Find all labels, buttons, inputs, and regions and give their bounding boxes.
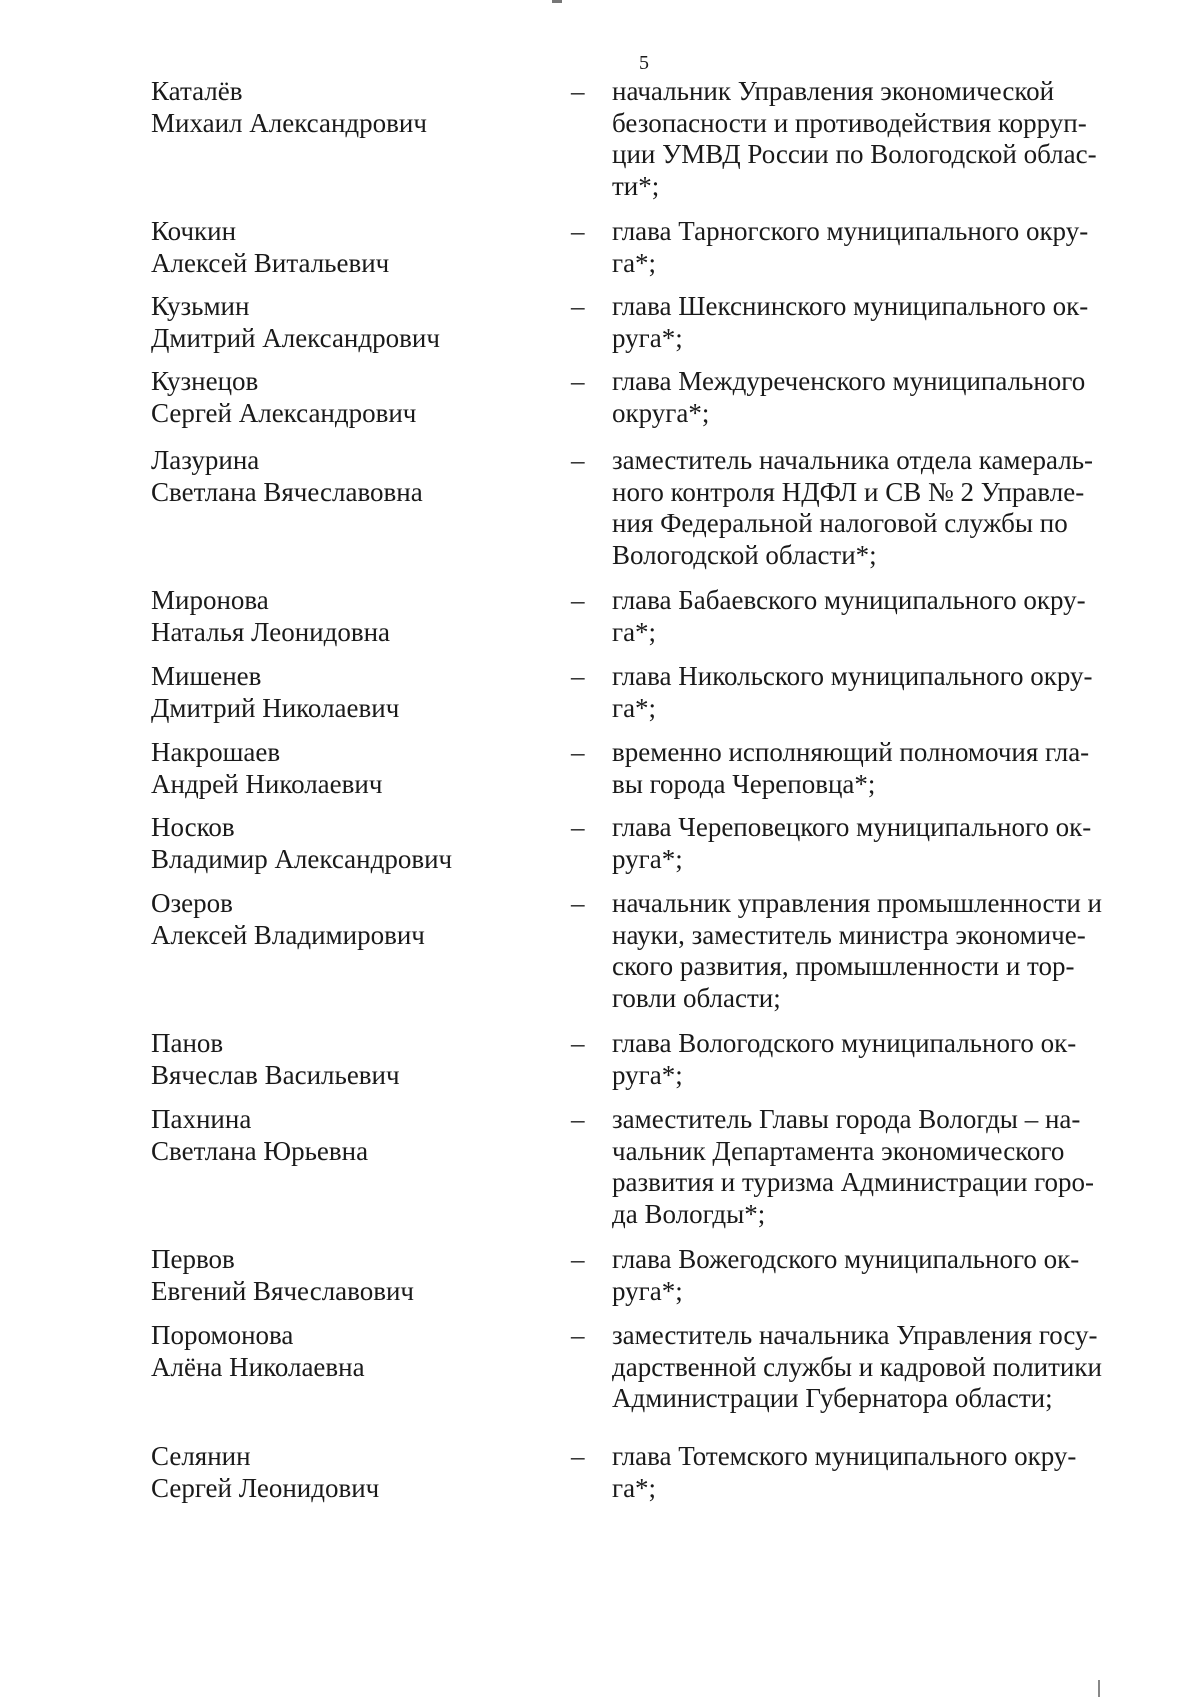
separator-dash: – [571, 366, 585, 396]
position-line: чальник Департамента экономического [612, 1135, 1065, 1166]
position-line: руга*; [612, 1275, 683, 1306]
member-given-names: Светлана Юрьевна [151, 1135, 369, 1166]
member-surname: Лазурина [151, 445, 260, 475]
member-given-names: Алексей Витальевич [151, 247, 390, 278]
member-position [612, 1244, 1132, 1307]
member-position [612, 888, 1132, 1014]
separator-dash: – [571, 445, 585, 475]
position-line: глава Никольского муниципального окру- [612, 661, 1093, 691]
member-surname: Миронова [151, 585, 269, 615]
member-position [612, 585, 1132, 648]
member-given-names: Дмитрий Николаевич [151, 692, 400, 723]
position-line: заместитель начальника Управления госу- [612, 1320, 1098, 1350]
member-surname: Первов [151, 1244, 235, 1274]
member-position [612, 445, 1132, 571]
position-line: руга*; [612, 322, 683, 353]
member-surname: Кочкин [151, 216, 237, 246]
position-line: начальник управления промышленности и [612, 888, 1102, 918]
member-surname: Поромонова [151, 1320, 294, 1350]
member-surname: Кузьмин [151, 291, 250, 321]
position-line: ции УМВД России по Вологодской облас- [612, 139, 1097, 169]
member-given-names: Дмитрий Александрович [151, 322, 440, 353]
position-line: ного контроля НДФЛ и СВ № 2 Управле- [612, 476, 1085, 507]
position-line: начальник Управления экономической [612, 76, 1055, 106]
position-line: глава Тотемского муниципального окру- [612, 1441, 1077, 1471]
member-surname: Носков [151, 812, 235, 842]
member-name [151, 1441, 531, 1504]
separator-dash: – [571, 216, 585, 246]
separator-dash: – [571, 76, 585, 106]
position-line: глава Череповецкого муниципального ок- [612, 812, 1092, 842]
member-position [612, 1028, 1132, 1091]
member-name [151, 585, 531, 648]
position-line: га*; [612, 692, 657, 723]
member-position [612, 1320, 1132, 1415]
position-line: науки, заместитель министра экономиче- [612, 919, 1086, 950]
position-line: га*; [612, 247, 657, 278]
scan-edge-mark [1098, 1680, 1100, 1697]
member-surname: Кузнецов [151, 366, 259, 396]
separator-dash: – [571, 888, 585, 918]
member-position [612, 1441, 1132, 1504]
separator-dash: – [571, 1320, 585, 1350]
position-line: га*; [612, 1472, 657, 1503]
member-position [612, 661, 1132, 724]
scan-mark [552, 0, 562, 3]
position-line: руга*; [612, 1059, 683, 1090]
member-name [151, 291, 531, 354]
member-surname: Селянин [151, 1441, 251, 1471]
position-line: говли области; [612, 982, 781, 1013]
member-name [151, 1244, 531, 1307]
member-surname: Накрошаев [151, 737, 281, 767]
member-name [151, 216, 531, 279]
member-surname: Мишенев [151, 661, 262, 691]
member-surname: Панов [151, 1028, 224, 1058]
position-line: развития и туризма Администрации горо- [612, 1167, 1095, 1197]
member-name [151, 76, 531, 139]
member-name [151, 888, 531, 951]
member-position [612, 291, 1132, 354]
member-position [612, 1104, 1132, 1230]
separator-dash: – [571, 661, 585, 691]
position-line: глава Вологодского муниципального ок- [612, 1028, 1077, 1058]
separator-dash: – [571, 1441, 585, 1471]
member-name [151, 366, 531, 429]
member-given-names: Андрей Николаевич [151, 768, 383, 799]
position-line: безопасности и противодействия корруп- [612, 107, 1087, 138]
position-line: ского развития, промышленности и тор- [612, 951, 1075, 981]
position-line: округа*; [612, 397, 710, 428]
position-line: вы города Череповца*; [612, 768, 876, 799]
position-line: глава Вожегодского муниципального ок- [612, 1244, 1080, 1274]
member-given-names: Евгений Вячеславович [151, 1275, 414, 1306]
member-name [151, 661, 531, 724]
member-surname: Каталёв [151, 76, 243, 106]
separator-dash: – [571, 1104, 585, 1134]
position-line: дарственной службы и кадровой политики [612, 1351, 1102, 1382]
position-line: га*; [612, 616, 657, 647]
separator-dash: – [571, 1244, 585, 1274]
member-given-names: Владимир Александрович [151, 843, 453, 874]
position-line: глава Шекснинского муниципального ок- [612, 291, 1089, 321]
position-line: временно исполняющий полномочия гла- [612, 737, 1090, 767]
member-name [151, 812, 531, 875]
separator-dash: – [571, 585, 585, 615]
member-name [151, 1320, 531, 1383]
member-position [612, 737, 1132, 800]
member-given-names: Алёна Николаевна [151, 1351, 365, 1382]
member-given-names: Вячеслав Васильевич [151, 1059, 400, 1090]
member-name [151, 1104, 531, 1167]
position-line: глава Междуреченского муниципального [612, 366, 1086, 396]
member-surname: Пахнина [151, 1104, 252, 1134]
member-given-names: Михаил Александрович [151, 107, 427, 138]
member-given-names: Алексей Владимирович [151, 919, 425, 950]
member-given-names: Сергей Александрович [151, 397, 417, 428]
page-number: 5 [639, 52, 649, 74]
separator-dash: – [571, 1028, 585, 1058]
position-line: заместитель Главы города Вологды – на- [612, 1104, 1081, 1134]
position-line: руга*; [612, 843, 683, 874]
position-line: Вологодской области*; [612, 539, 877, 570]
member-given-names: Наталья Леонидовна [151, 616, 391, 647]
member-given-names: Светлана Вячеславовна [151, 476, 423, 507]
member-given-names: Сергей Леонидович [151, 1472, 380, 1503]
position-line: заместитель начальника отдела камераль- [612, 445, 1094, 475]
separator-dash: – [571, 291, 585, 321]
position-line: глава Тарногского муниципального окру- [612, 216, 1089, 246]
position-line: ти*; [612, 170, 660, 201]
position-line: ния Федеральной налоговой службы по [612, 508, 1068, 538]
member-name [151, 1028, 531, 1091]
member-position [612, 76, 1132, 202]
member-position [612, 366, 1132, 429]
member-position [612, 216, 1132, 279]
member-position [612, 812, 1132, 875]
member-surname: Озеров [151, 888, 233, 918]
position-line: Администрации Губернатора области; [612, 1383, 1053, 1413]
member-name [151, 737, 531, 800]
separator-dash: – [571, 812, 585, 842]
position-line: да Вологды*; [612, 1198, 766, 1229]
position-line: глава Бабаевского муниципального окру- [612, 585, 1086, 615]
separator-dash: – [571, 737, 585, 767]
member-name [151, 445, 531, 508]
